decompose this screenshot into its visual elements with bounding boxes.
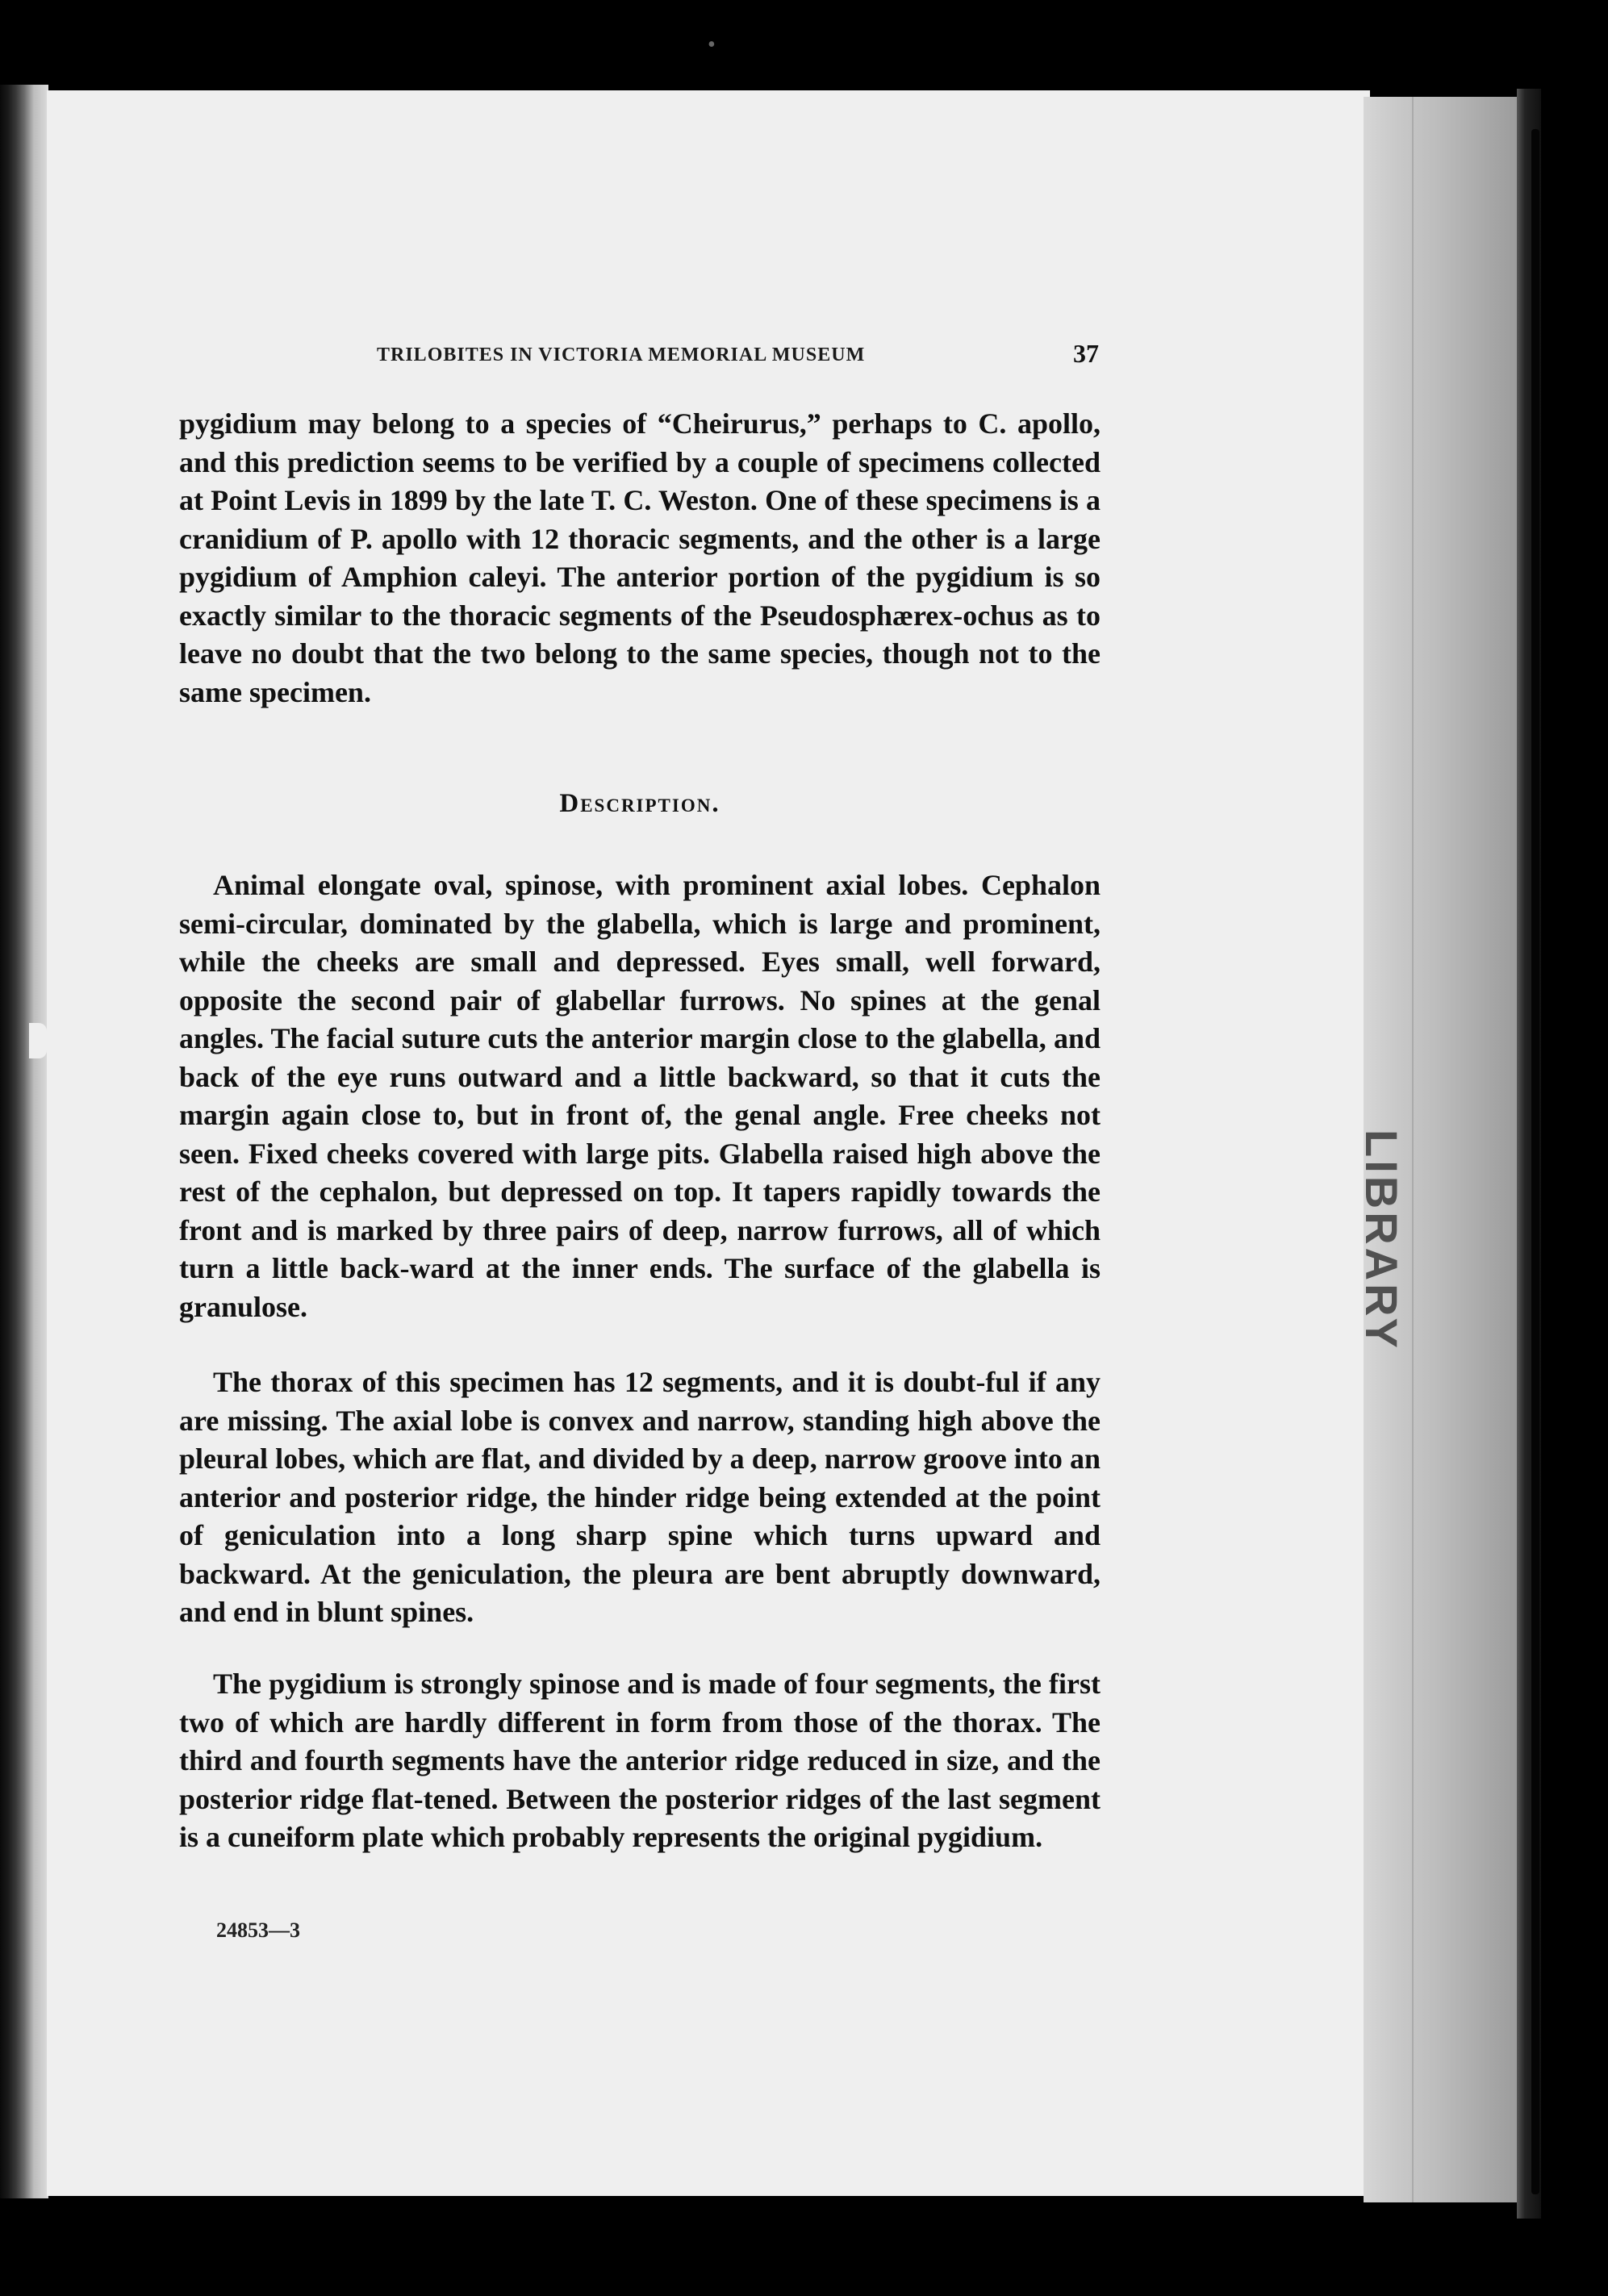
running-head: TRILOBITES IN VICTORIA MEMORIAL MUSEUM [377,344,866,365]
printer-signature: 24853—3 [216,1918,300,1942]
page-number: 37 [1073,339,1099,368]
paragraph-text: pygidium may belong to a species of “Cheirurus,” perhaps to C. apollo, and this prediction seems to be verified by a couple of specimens collected at Point Levis in 1899 by the late T. C. Weston. One of these specimens is a cranidium of P. apollo with 12 thoracic segments, and the other is a large pygidium of Amphion caleyi. The anterior portion of the pygidium is so exactly similar to the thoracic segments of the Pseudosphærex-ochus as to leave no doubt that the two belong to the same species, though not to the same specimen. [179,407,1101,708]
section-heading: Description. [559,789,720,818]
paragraph-text: The thorax of this specimen has 12 segments, and it is doubt-ful if any are missing. The axial lobe is convex and narrow, standing high above the pleural lobes, which are flat, and divided by a deep, narrow groove into an anterior and posterior ridge, the hinder ridge being extended at the point of geniculation into a long sharp spine which turns upward and backward. At the geniculation, the pleura are bent abruptly downward, and end in blunt spines. [179,1366,1101,1628]
paragraph-text: Animal elongate oval, spinose, with prominent axial lobes. Cephalon semi-circular, dominated by the glabella, which is large and prominent, while the cheeks are small and depressed. Eyes small, well forward, opposite the second pair of glabellar furrows. No spines at the genal angles. The facial suture cuts the anterior margin close to the glabella, and back of the eye runs outward and a little backward, so that it cuts the margin again close to, but in front of, the genal angle. Free cheeks not seen. Fixed cheeks covered with large pits. Glabella raised high above the rest of the cephalon, but depressed on top. It tapers rapidly towards the front and is marked by three pairs of deep, narrow furrows, all of which turn a little back-ward at the inner ends. The surface of the glabella is granulose. [179,869,1101,1323]
spine-stamp: LIBRARY [1356,1129,1407,1351]
paragraph-continuation [179,405,1101,712]
binding-rule [1531,129,1539,2194]
scan-left-edge [0,85,48,2198]
paragraph-text: The pygidium is strongly spinose and is made of four segments, the first two of which are hardly different in form from those of the thorax. The third and fourth segments have the anterior ridge reduced in size, and the posterior ridge flat-tened. Between the posterior ridges of the last segment is a cuneiform plate which probably represents the original pygidium. [179,1668,1101,1853]
scan-mark-icon: • [708,32,716,57]
description-paragraph-2 [179,1363,1101,1632]
description-paragraph-1 [179,866,1101,1326]
page-notch [29,1023,47,1058]
description-paragraph-3 [179,1665,1101,1857]
